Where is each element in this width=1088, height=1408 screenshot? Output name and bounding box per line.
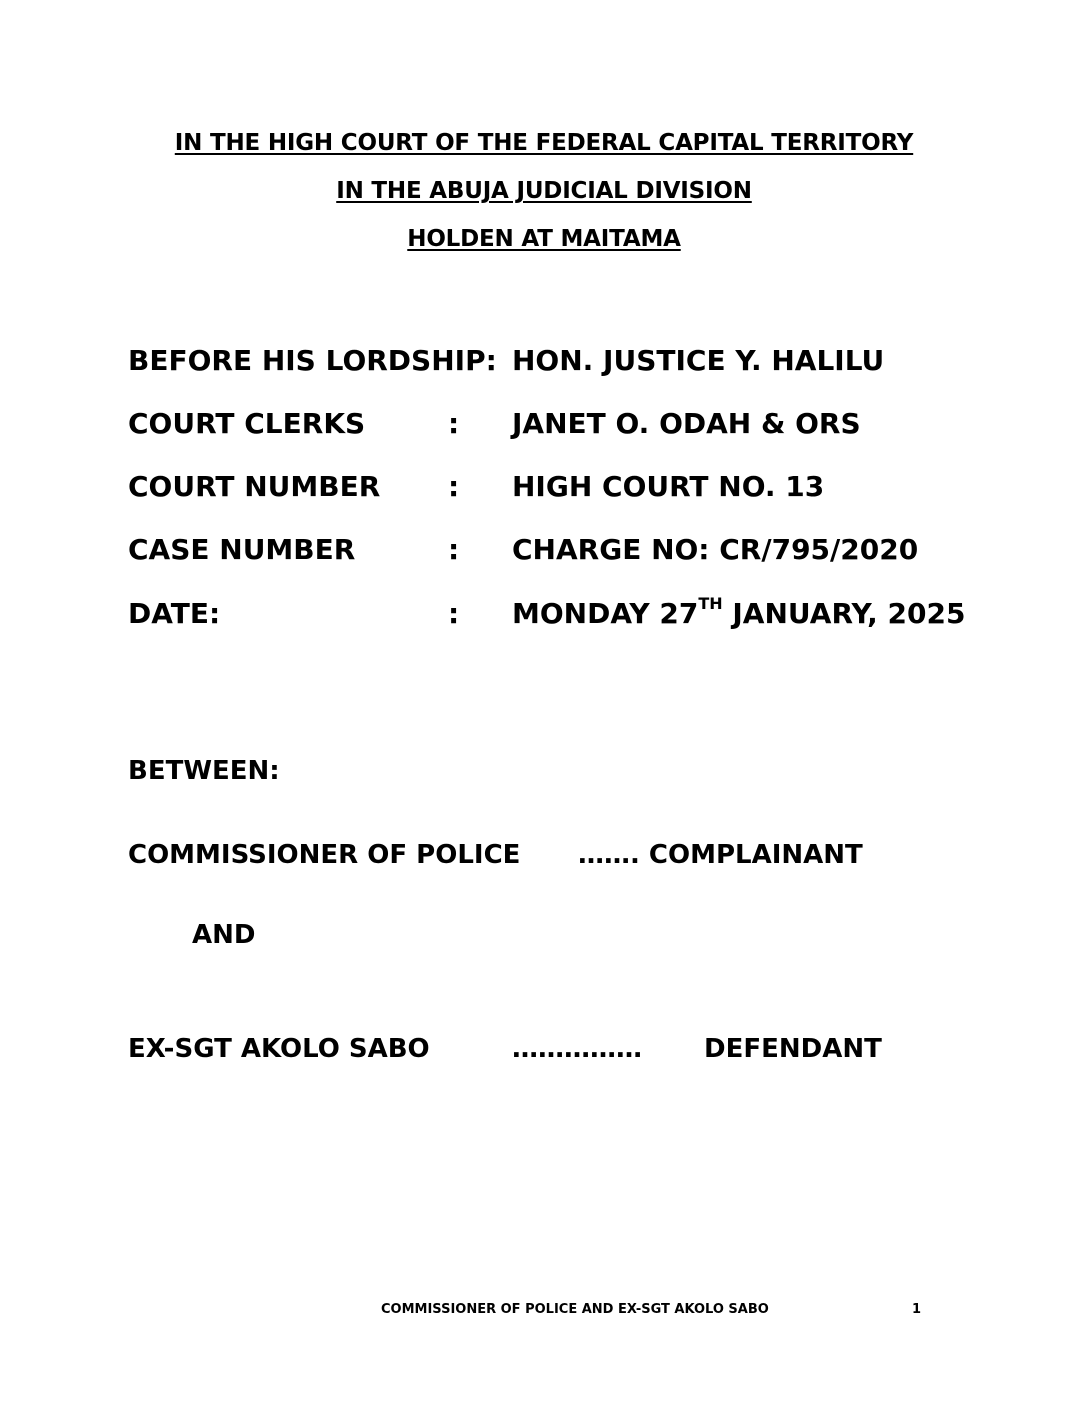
complainant-name: COMMISSIONER OF POLICE xyxy=(128,840,521,870)
division-heading: IN THE ABUJA JUDICIAL DIVISION xyxy=(336,178,752,204)
court-heading: IN THE HIGH COURT OF THE FEDERAL CAPITAL TERRITORY xyxy=(174,130,914,156)
court-number-label: COURT NUMBER xyxy=(128,470,381,503)
date-value-suffix: TH xyxy=(698,593,723,613)
defendant-dots: …………… xyxy=(512,1034,642,1064)
date-value xyxy=(512,593,966,630)
footer-text: COMMISSIONER OF POLICE AND EX-SGT AKOLO SABO xyxy=(381,1302,769,1317)
date-value-day: MONDAY 27 xyxy=(512,597,699,630)
case-number-colon: : xyxy=(448,533,460,566)
complainant-role: ……. COMPLAINANT xyxy=(578,840,863,870)
page-number: 1 xyxy=(912,1302,922,1317)
case-number-label: CASE NUMBER xyxy=(128,533,356,566)
date-colon: : xyxy=(448,597,460,630)
defendant-name: EX-SGT AKOLO SABO xyxy=(128,1034,430,1064)
defendant-role: DEFENDANT xyxy=(704,1034,882,1064)
court-number-value: HIGH COURT NO. 13 xyxy=(512,470,825,503)
case-number-value: CHARGE NO: CR/795/2020 xyxy=(512,533,919,566)
court-number-colon: : xyxy=(448,470,460,503)
between-label: BETWEEN: xyxy=(128,756,280,786)
before-label: BEFORE HIS LORDSHIP: xyxy=(128,344,497,377)
and-label: AND xyxy=(192,920,256,950)
date-value-rest: JANUARY, 2025 xyxy=(722,597,966,630)
clerks-value: JANET O. ODAH & ORS xyxy=(512,407,861,440)
clerks-label: COURT CLERKS xyxy=(128,407,366,440)
clerks-colon: : xyxy=(448,407,460,440)
holden-heading: HOLDEN AT MAITAMA xyxy=(407,226,681,252)
before-value: HON. JUSTICE Y. HALILU xyxy=(512,344,885,377)
date-label: DATE: xyxy=(128,597,221,630)
